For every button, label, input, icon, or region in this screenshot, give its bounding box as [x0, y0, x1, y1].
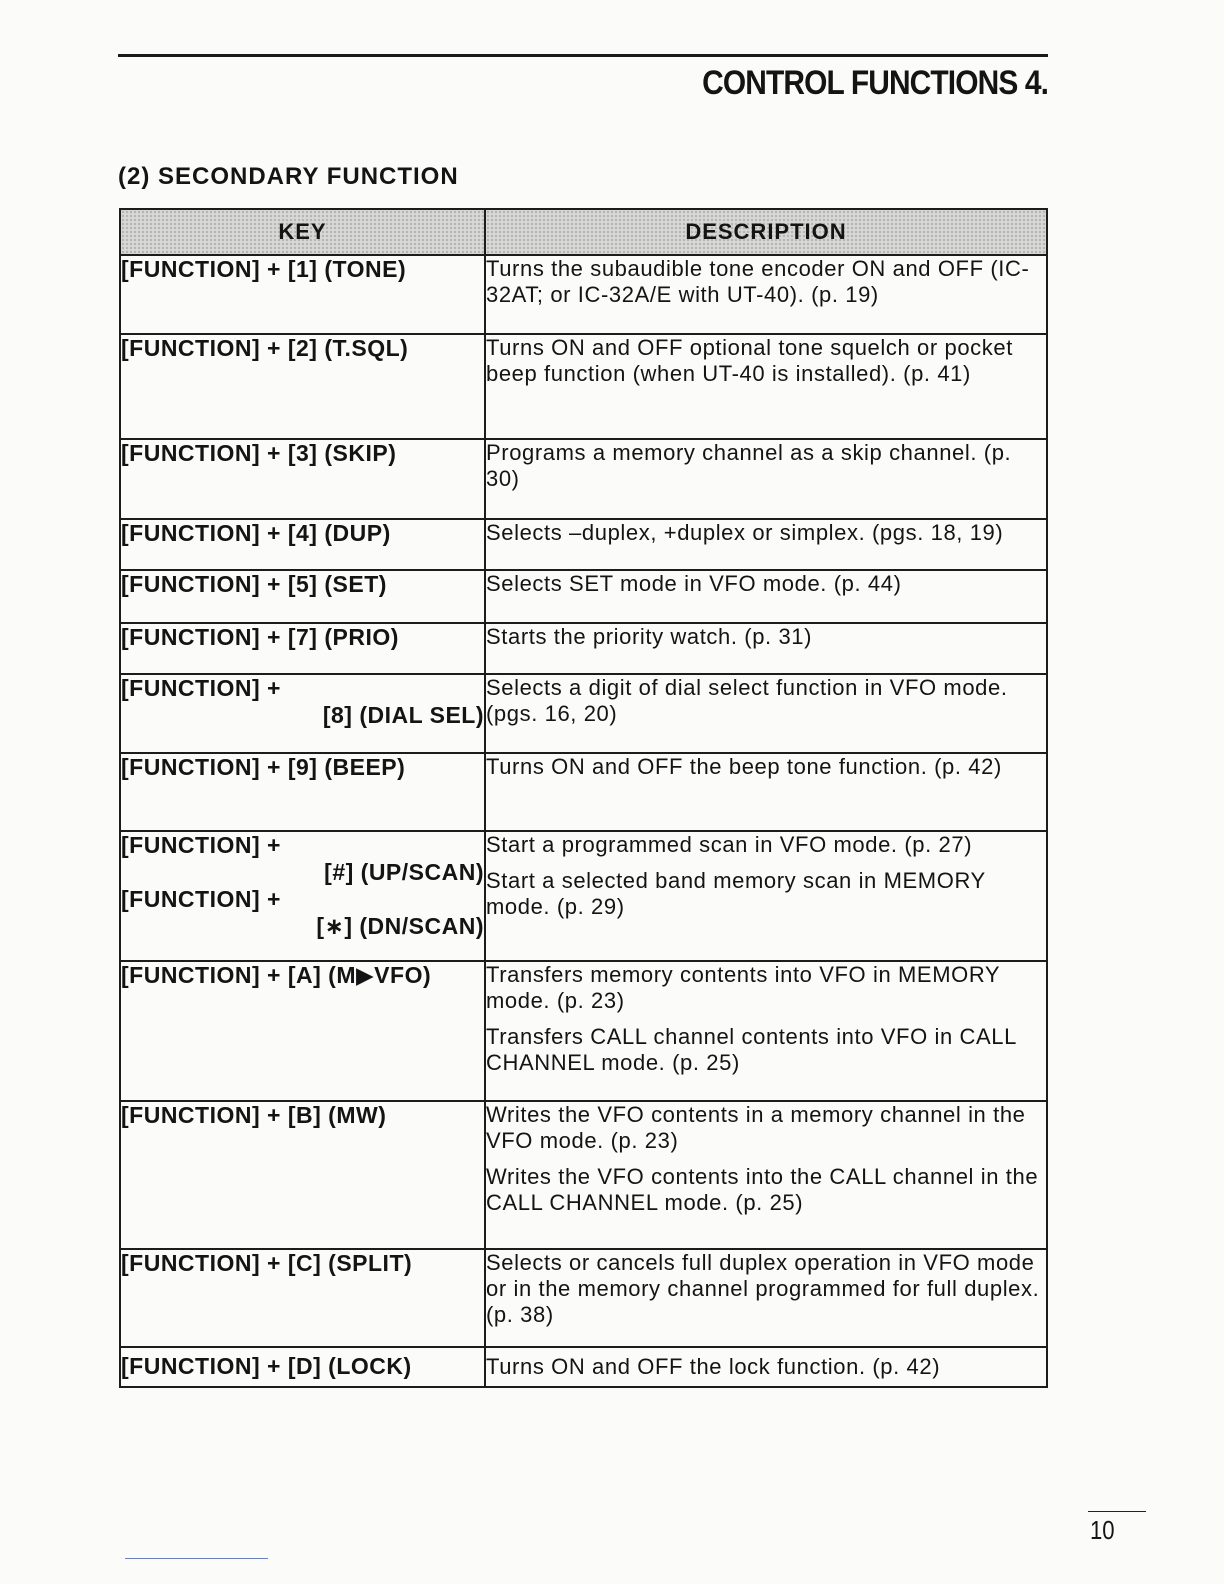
key-cell	[120, 831, 485, 961]
table-row	[120, 519, 1047, 570]
description-text: Programs a memory channel as a skip channel. (p. 30)	[486, 440, 1012, 491]
description-text: Selects a digit of dial select function in VFO mode. (pgs. 16, 20)	[486, 675, 1008, 726]
key-cell	[120, 1249, 485, 1347]
key-label: [FUNCTION] + [D] (LOCK)	[121, 1353, 412, 1379]
key-label: [FUNCTION] + [9] (BEEP)	[121, 754, 406, 780]
description-cell	[485, 831, 1047, 961]
key-cell	[120, 570, 485, 623]
description-cell	[485, 753, 1047, 831]
description-text: Start a selected band memory scan in MEMORY mode. (p. 29)	[486, 868, 986, 919]
key-label: [∗] (DN/SCAN)	[316, 913, 484, 939]
key-label: [FUNCTION] +	[121, 886, 281, 912]
secondary-function-table	[119, 208, 1048, 1388]
table-row	[120, 334, 1047, 439]
key-label: [FUNCTION] + [2] (T.SQL)	[121, 335, 409, 361]
key-label: [FUNCTION] + [3] (SKIP)	[121, 440, 397, 466]
table-row	[120, 570, 1047, 623]
key-label: [#] (UP/SCAN)	[324, 859, 484, 885]
description-cell	[485, 674, 1047, 753]
description-cell	[485, 519, 1047, 570]
description-text: Turns ON and OFF the beep tone function. (p. 42)	[486, 754, 1002, 779]
table-row	[120, 961, 1047, 1101]
key-label: [FUNCTION] + [A] (M▶VFO)	[121, 962, 432, 988]
key-label: [FUNCTION] + [1] (TONE)	[121, 256, 407, 282]
description-cell	[485, 1101, 1047, 1249]
description-text: Starts the priority watch. (p. 31)	[486, 624, 813, 649]
description-text: Writes the VFO contents into the CALL channel in the CALL CHANNEL mode. (p. 25)	[486, 1164, 1039, 1215]
header-rule	[118, 54, 1048, 57]
description-cell	[485, 1347, 1047, 1387]
description-cell	[485, 961, 1047, 1101]
key-cell	[120, 439, 485, 519]
description-cell	[485, 439, 1047, 519]
key-label: [FUNCTION] + [B] (MW)	[121, 1102, 387, 1128]
key-cell	[120, 1101, 485, 1249]
key-cell	[120, 519, 485, 570]
description-text: Turns ON and OFF optional tone squelch or pocket beep function (when UT-40 is installed). (p. 41)	[486, 335, 1013, 386]
description-text: Start a programmed scan in VFO mode. (p. 27)	[486, 832, 973, 857]
key-cell	[120, 674, 485, 753]
description-text: Writes the VFO contents in a memory channel in the VFO mode. (p. 23)	[486, 1102, 1026, 1153]
table-row	[120, 255, 1047, 334]
key-label: [FUNCTION] + [7] (PRIO)	[121, 624, 399, 650]
page-number: 10	[1090, 1515, 1115, 1545]
description-column-header: DESCRIPTION	[485, 209, 1047, 255]
description-cell	[485, 334, 1047, 439]
table-row	[120, 674, 1047, 753]
table-row	[120, 831, 1047, 961]
key-cell	[120, 1347, 485, 1387]
table-row	[120, 439, 1047, 519]
footer-rule	[125, 1558, 268, 1559]
description-cell	[485, 623, 1047, 674]
description-text: Turns ON and OFF the lock function. (p. 42)	[486, 1354, 941, 1379]
key-label: [FUNCTION] +	[121, 832, 281, 858]
key-cell	[120, 255, 485, 334]
key-cell	[120, 961, 485, 1101]
table-header-row	[120, 209, 1047, 255]
description-text: Transfers memory contents into VFO in MEMORY mode. (p. 23)	[486, 962, 1000, 1013]
page-number-rule	[1088, 1511, 1146, 1512]
table-row	[120, 1347, 1047, 1387]
key-label: [FUNCTION] +	[121, 675, 281, 701]
description-cell	[485, 1249, 1047, 1347]
description-text: Transfers CALL channel contents into VFO in CALL CHANNEL mode. (p. 25)	[486, 1024, 1017, 1075]
key-cell	[120, 334, 485, 439]
description-text: Selects SET mode in VFO mode. (p. 44)	[486, 571, 902, 596]
key-label: [FUNCTION] + [5] (SET)	[121, 571, 387, 597]
chapter-title: CONTROL FUNCTIONS 4.	[702, 64, 1048, 102]
key-label: [FUNCTION] + [C] (SPLIT)	[121, 1250, 413, 1276]
description-cell	[485, 570, 1047, 623]
description-cell	[485, 255, 1047, 334]
key-label: [8] (DIAL SEL)	[322, 702, 484, 728]
key-cell	[120, 623, 485, 674]
key-cell	[120, 753, 485, 831]
table-row	[120, 1101, 1047, 1249]
description-text: Selects or cancels full duplex operation in VFO mode or in the memory channel programmed for full duplex. (p. 38)	[486, 1250, 1040, 1327]
description-text: Turns the subaudible tone encoder ON and OFF (IC-32AT; or IC-32A/E with UT-40). (p. 19)	[486, 256, 1030, 307]
table-row	[120, 753, 1047, 831]
table-row	[120, 623, 1047, 674]
description-text: Selects –duplex, +duplex or simplex. (pgs. 18, 19)	[486, 520, 1004, 545]
key-label: [FUNCTION] + [4] (DUP)	[121, 520, 391, 546]
table-row	[120, 1249, 1047, 1347]
section-title: (2) SECONDARY FUNCTION	[118, 163, 459, 190]
key-column-header: KEY	[120, 209, 485, 255]
